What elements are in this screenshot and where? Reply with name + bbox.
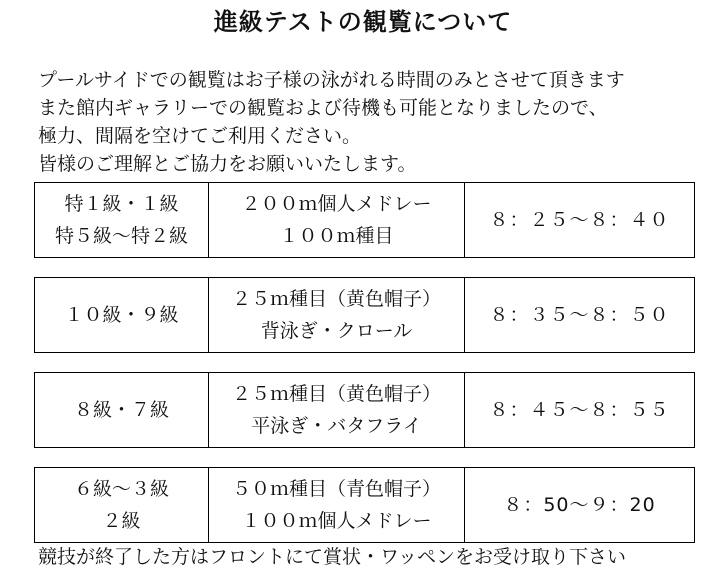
intro-paragraph — [38, 66, 708, 178]
grade-label: １０級・９級 — [64, 304, 179, 326]
grade-cell — [35, 468, 209, 542]
grade-cell — [35, 183, 209, 257]
intro-line: 皆様のご理解とご協力をお願いいたします。 — [38, 153, 417, 175]
grade-label: ６級～３級 — [73, 478, 169, 500]
intro-line: また館内ギャラリーでの観覧および待機も可能となりましたので、 — [38, 97, 608, 119]
time-label: ８：50～９：20 — [503, 494, 656, 516]
grade-label: ２級 — [102, 510, 141, 532]
event-label: 背泳ぎ・クロール — [260, 320, 413, 342]
intro-line: プールサイドでの観覧はお子様の泳がれる時間のみとさせて頂きます — [38, 69, 625, 91]
grade-label: 特１級・１級 — [64, 193, 179, 215]
event-label: ５０ｍ種目（青色帽子） — [231, 478, 441, 500]
grade-label: ８級・７級 — [73, 399, 169, 421]
event-label: ２００ｍ個人メドレー — [241, 193, 432, 215]
schedule-row-grade-10-9 — [34, 277, 695, 353]
footer-note: 競技が終了した方はフロントにて賞状・ワッペンをお受け取り下さい — [38, 546, 627, 568]
schedule-row-top-grades — [34, 182, 695, 258]
event-label: 平泳ぎ・バタフライ — [251, 415, 422, 437]
intro-line: 極力、間隔を空けてご利用ください。 — [38, 125, 362, 147]
schedule-row-grade-8-7 — [34, 372, 695, 448]
time-cell — [465, 278, 694, 352]
event-cell — [209, 278, 465, 352]
event-label: １００ｍ個人メドレー — [241, 510, 432, 532]
grade-cell — [35, 373, 209, 447]
event-cell — [209, 183, 465, 257]
grade-cell — [35, 278, 209, 352]
event-cell — [209, 373, 465, 447]
event-cell — [209, 468, 465, 542]
time-label: ８：２５～８：４０ — [489, 209, 670, 231]
schedule-row-grade-6-2 — [34, 467, 695, 543]
time-label: ８：３５～８：５０ — [489, 304, 670, 326]
time-label: ８：４５～８：５５ — [489, 399, 670, 421]
time-cell — [465, 373, 694, 447]
event-label: １００ｍ種目 — [279, 225, 394, 247]
time-cell — [465, 183, 694, 257]
page-title: 進級テストの観覧について — [213, 8, 513, 36]
time-cell — [465, 468, 694, 542]
event-label: ２５ｍ種目（黄色帽子） — [231, 288, 441, 310]
grade-label: 特５級～特２級 — [54, 225, 188, 247]
event-label: ２５ｍ種目（黄色帽子） — [231, 383, 441, 405]
